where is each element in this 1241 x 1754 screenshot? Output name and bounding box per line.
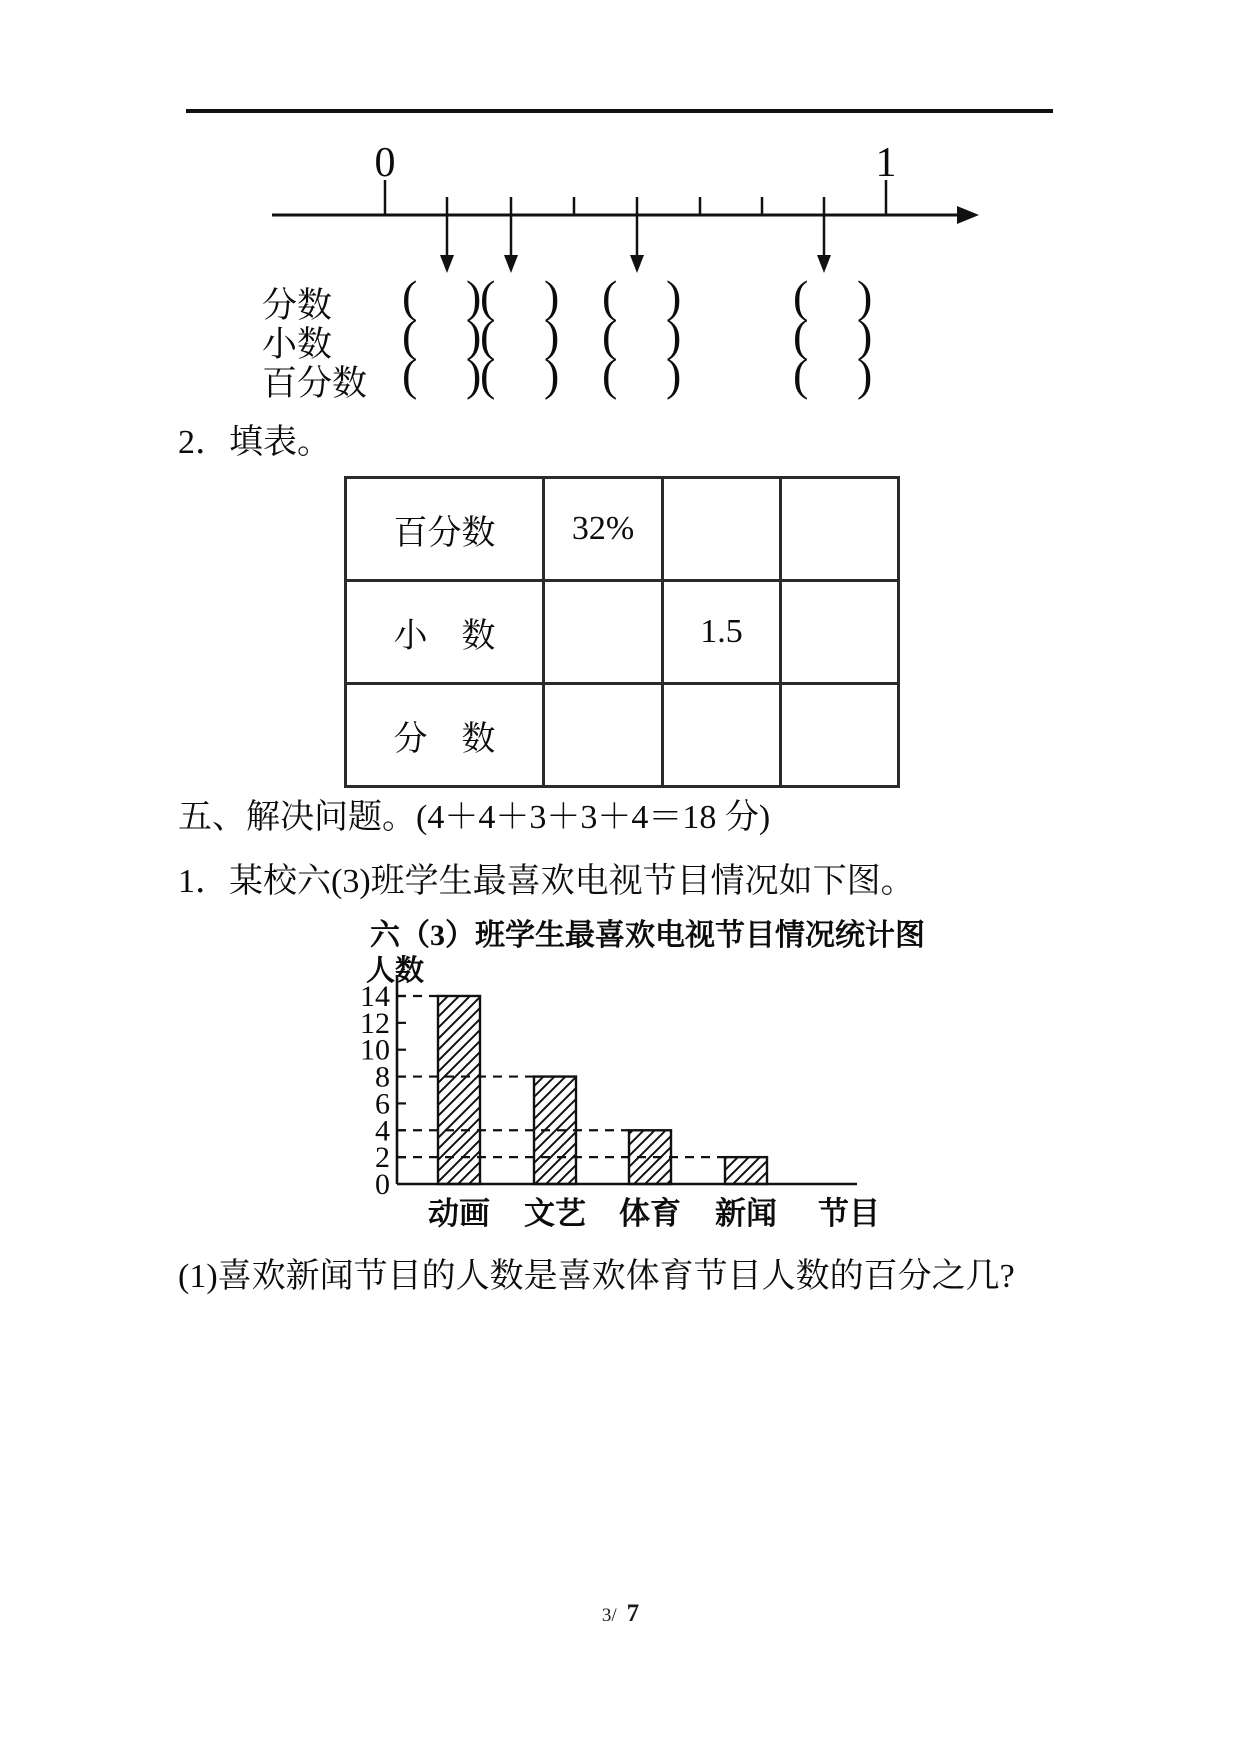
answer-blank-close-paren: ) [666, 310, 682, 361]
row-label-percentage: 百分数 [262, 364, 368, 403]
pointer-arrowhead-icon [630, 255, 644, 273]
y-tick-label: 6 [375, 1087, 390, 1121]
answer-blank-close-paren: ) [857, 310, 873, 361]
table-cell [781, 478, 899, 581]
y-tick-label: 2 [375, 1141, 390, 1175]
bar-新闻 [725, 1157, 767, 1184]
question1-sub1-text: (1)喜欢新闻节目的人数是喜欢体育节目人数的百分之几? [178, 1258, 1015, 1295]
answer-blank-open-paren: ( [480, 349, 496, 400]
table-cell [781, 581, 899, 684]
table-row-label: 分 数 [346, 684, 544, 787]
answer-blank-close-paren: ) [466, 349, 482, 400]
row-label-decimal: 小数 [262, 325, 333, 364]
answer-blank-close-paren: ) [544, 310, 560, 361]
answer-blank-close-paren: ) [666, 271, 682, 322]
y-tick-label: 4 [375, 1114, 390, 1148]
top-divider-rule [186, 109, 1053, 113]
page-number-current: 3/ [601, 1605, 617, 1626]
pointer-arrowhead-icon [817, 255, 831, 273]
table-cell [544, 684, 663, 787]
table-row [346, 478, 899, 581]
page-footer [0, 1600, 1241, 1628]
pointer-arrows [440, 197, 831, 273]
chart-title: 六（3）班学生最喜欢电视节目情况统计图 [370, 919, 925, 952]
answer-blank-open-paren: ( [793, 349, 809, 400]
table-cell [781, 684, 899, 787]
answer-blank-open-paren: ( [793, 310, 809, 361]
answer-blank-close-paren: ) [466, 310, 482, 361]
answer-blank-close-paren: ) [857, 271, 873, 322]
x-category-label: 文艺 [524, 1196, 586, 1231]
table-row [346, 684, 899, 787]
answer-blank-open-paren: ( [480, 310, 496, 361]
pointer-arrowhead-icon [504, 255, 518, 273]
conversion-table [344, 476, 900, 788]
table-cell [663, 478, 781, 581]
table-cell [544, 581, 663, 684]
x-category-label: 新闻 [715, 1196, 777, 1231]
table-row-label: 百分数 [346, 478, 544, 581]
bar-动画 [438, 996, 480, 1184]
bar-chart-figure [360, 908, 925, 1243]
answer-blank-close-paren: ) [666, 349, 682, 400]
table-cell: 1.5 [663, 581, 781, 684]
x-category-label: 动画 [428, 1196, 490, 1231]
answer-blank-open-paren: ( [793, 271, 809, 322]
answer-blank-open-paren: ( [402, 271, 418, 322]
table-row-label: 小 数 [346, 581, 544, 684]
answer-blank-open-paren: ( [480, 271, 496, 322]
y-tick-label: 0 [375, 1168, 390, 1201]
y-tick-label: 12 [360, 1006, 390, 1040]
label-one: 1 [875, 140, 897, 186]
table-cell [663, 684, 781, 787]
answer-blank-open-paren: ( [402, 310, 418, 361]
answer-blank-close-paren: ) [544, 271, 560, 322]
pointer-arrowhead-icon [440, 255, 454, 273]
fill-table-heading: 2．填表。 [178, 424, 331, 461]
y-tick-label: 14 [360, 979, 390, 1013]
answer-blank-close-paren: ) [466, 271, 482, 322]
number-line-arrowhead-icon [957, 206, 979, 224]
question1-text: 1．某校六(3)班学生最喜欢电视节目情况如下图。 [178, 863, 915, 900]
answer-blank-close-paren: ) [544, 349, 560, 400]
answer-blank-open-paren: ( [602, 349, 618, 400]
number-line-figure [260, 135, 990, 285]
bar-体育 [629, 1130, 671, 1184]
answer-blank-open-paren: ( [602, 310, 618, 361]
answer-blank-open-paren: ( [402, 349, 418, 400]
answer-blank-open-paren: ( [602, 271, 618, 322]
answer-blank-close-paren: ) [857, 349, 873, 400]
section5-heading: 五、解决问题。(4＋4＋3＋3＋4＝18 分) [178, 799, 771, 836]
y-tick-label: 10 [360, 1033, 390, 1067]
x-axis-label: 节目 [818, 1196, 880, 1231]
chart-y-axis-label: 人数 [366, 955, 425, 987]
table-cell: 32% [544, 478, 663, 581]
x-category-label: 体育 [619, 1196, 681, 1231]
label-zero: 0 [374, 140, 396, 186]
answer-row-percentage [262, 349, 942, 403]
y-tick-label: 8 [375, 1060, 390, 1094]
row-label-fraction: 分数 [262, 286, 333, 325]
bar-文艺 [534, 1077, 576, 1184]
page-number-total: 7 [626, 1600, 640, 1627]
table-row [346, 581, 899, 684]
bar-chart-canvas [360, 908, 925, 1243]
